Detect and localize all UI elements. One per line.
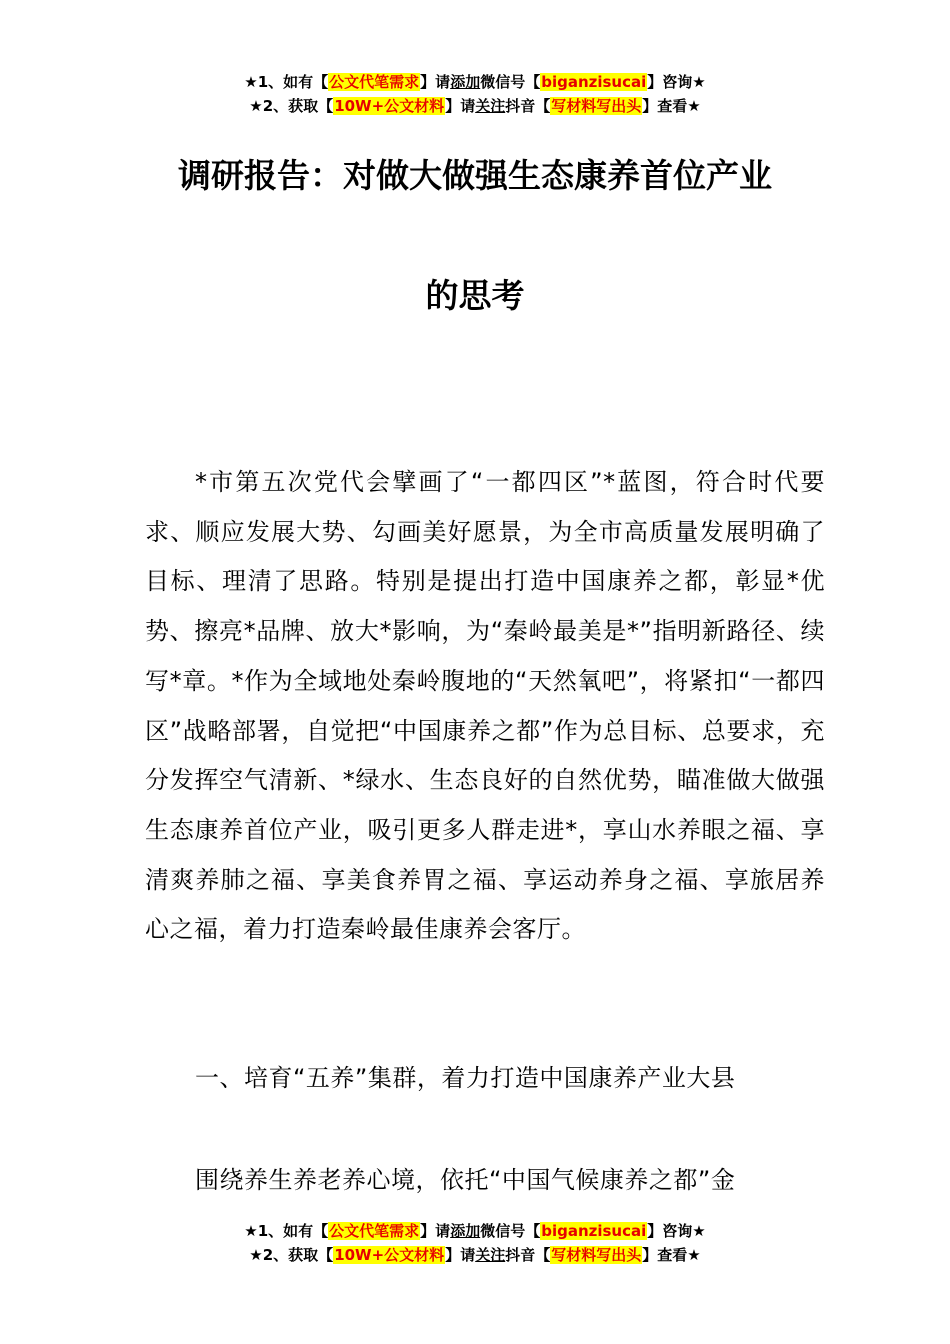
banner-text: 】查看★ <box>642 97 701 115</box>
banner-highlight: 写材料写出头 <box>551 97 642 115</box>
banner-line-2 <box>0 1243 950 1267</box>
banner-highlight: 公文代笔需求 <box>329 73 420 91</box>
banner-line-1 <box>0 70 950 94</box>
section-paragraph: 围绕养生养老养心境，依托“中国气候康养之都”金 <box>195 1166 736 1194</box>
banner-text: 】查看★ <box>642 1246 701 1264</box>
banner-highlight: 公文代笔需求 <box>329 1222 420 1240</box>
banner-text: 】请 <box>420 1222 451 1240</box>
banner-text: 微信号【 <box>480 1222 541 1240</box>
banner-text: ★1、如有【 <box>244 73 329 91</box>
banner-text: 】咨询★ <box>647 1222 706 1240</box>
banner-text: 】请 <box>445 97 476 115</box>
banner-text: ★2、获取【 <box>249 1246 334 1264</box>
banner-text: ★2、获取【 <box>249 97 334 115</box>
banner-highlight: 10W+公文材料 <box>334 97 445 115</box>
header-banner <box>0 70 950 118</box>
banner-highlight: biganzisucai <box>541 73 647 91</box>
section-heading: 一、培育“五养”集群，着力打造中国康养产业大县 <box>195 1064 736 1092</box>
banner-highlight: biganzisucai <box>541 1222 647 1240</box>
banner-text: 抖音【 <box>505 97 551 115</box>
banner-underlined: 添加 <box>450 73 481 91</box>
banner-highlight: 10W+公文材料 <box>334 1246 445 1264</box>
banner-text: 微信号【 <box>480 73 541 91</box>
banner-text: 抖音【 <box>505 1246 551 1264</box>
document-title-line-1: 调研报告：对做大做强生态康养首位产业 <box>178 156 772 195</box>
banner-line-2 <box>0 94 950 118</box>
document-title-line-2: 的思考 <box>425 276 525 315</box>
banner-text: 】请 <box>445 1246 476 1264</box>
intro-paragraph: *市第五次党代会擘画了“一都四区”*蓝图，符合时代要求、顺应发展大势、勾画美好愿景，为全市高质量发展明确了目标、理清了思路。特别是提出打造中国康养之都，彰显*优势、擦亮*品牌、放大*影响，为“秦岭最美是*”指明新路径、续写*章。*作为全域地处秦岭腹地的“天然氧吧”，将紧扣“一都四区”战略部署，自觉把“中国康养之都”作为总目标、总要求，充分发挥空气清新、*绿水、生态良好的自然优势，瞄准做大做强生态康养首位产业，吸引更多人群走进*，享山水养眼之福、享清爽养肺之福、享美食养胃之福、享运动养身之福、享旅居养心之福，着力打造秦岭最佳康养会客厅。 <box>145 468 825 944</box>
footer-banner <box>0 1219 950 1267</box>
banner-underlined: 关注 <box>475 1246 506 1264</box>
banner-underlined: 关注 <box>475 97 506 115</box>
banner-text: 】请 <box>420 73 451 91</box>
banner-line-1 <box>0 1219 950 1243</box>
banner-text: ★1、如有【 <box>244 1222 329 1240</box>
banner-underlined: 添加 <box>450 1222 481 1240</box>
banner-text: 】咨询★ <box>647 73 706 91</box>
banner-highlight: 写材料写出头 <box>551 1246 642 1264</box>
